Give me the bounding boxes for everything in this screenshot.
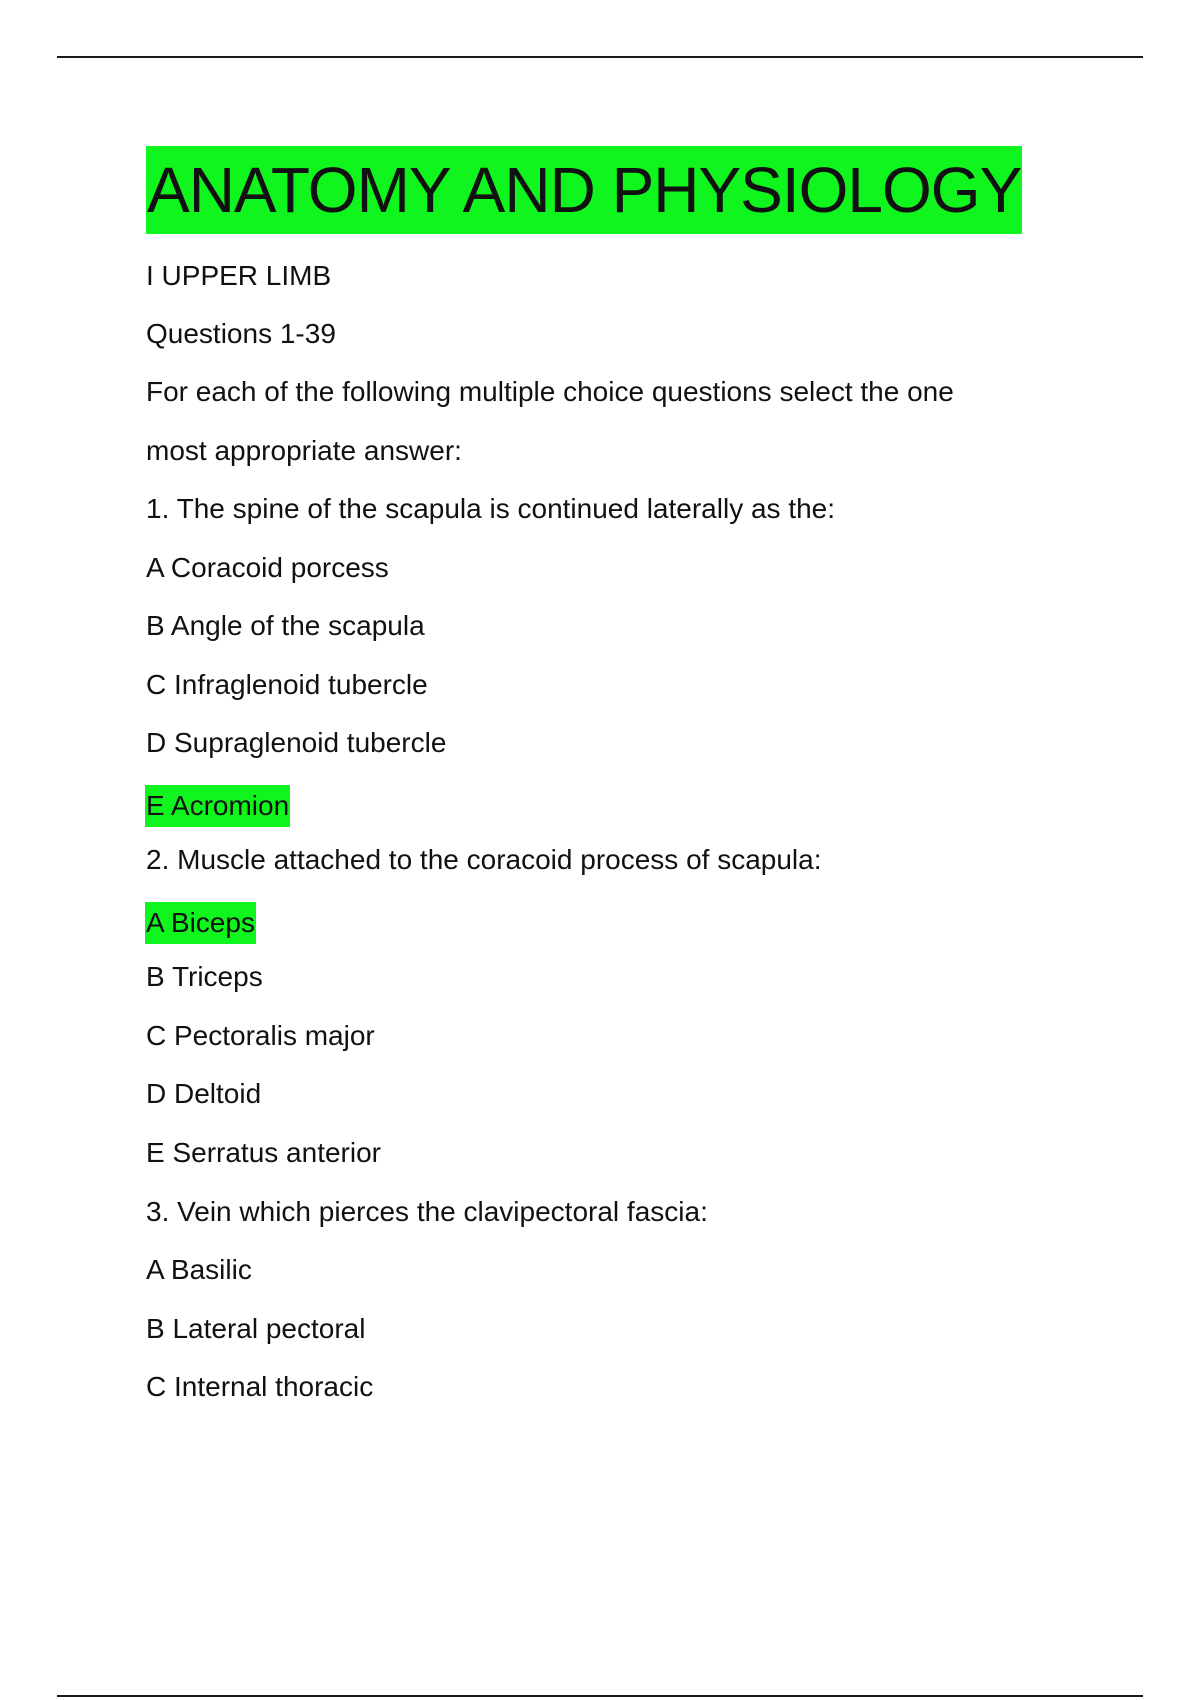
question-1-option-d: D Supraglenoid tubercle xyxy=(146,727,447,758)
question-1-option-c: C Infraglenoid tubercle xyxy=(146,669,428,700)
top-rule xyxy=(57,56,1143,58)
question-3-option-c: C Internal thoracic xyxy=(146,1371,374,1402)
question-1-option-a: A Coracoid porcess xyxy=(146,552,389,583)
bottom-rule xyxy=(57,1695,1143,1697)
question-2-option-d: D Deltoid xyxy=(146,1078,262,1109)
instructions-line-1: For each of the following multiple choice questions select the one xyxy=(146,376,954,407)
question-3-option-b: B Lateral pectoral xyxy=(146,1313,366,1344)
questions-range: Questions 1-39 xyxy=(146,318,336,349)
question-3-option-a: A Basilic xyxy=(146,1254,252,1285)
question-2-option-c: C Pectoralis major xyxy=(146,1020,375,1051)
section-heading: I UPPER LIMB xyxy=(146,260,332,291)
question-2-stem: 2. Muscle attached to the coracoid process of scapula: xyxy=(146,844,822,875)
question-3-stem: 3. Vein which pierces the clavipectoral fascia: xyxy=(146,1196,708,1227)
document-title: ANATOMY AND PHYSIOLOGY xyxy=(146,146,1022,234)
document-body xyxy=(146,146,1076,1402)
question-2-option-a: A Biceps xyxy=(145,902,256,944)
question-1-stem: 1. The spine of the scapula is continued laterally as the: xyxy=(146,493,836,524)
question-1-option-b: B Angle of the scapula xyxy=(146,610,425,641)
question-2-option-b: B Triceps xyxy=(146,961,263,992)
instructions-line-2: most appropriate answer: xyxy=(146,435,462,466)
question-1-option-e: E Acromion xyxy=(145,785,290,827)
question-2-option-e: E Serratus anterior xyxy=(146,1137,381,1168)
